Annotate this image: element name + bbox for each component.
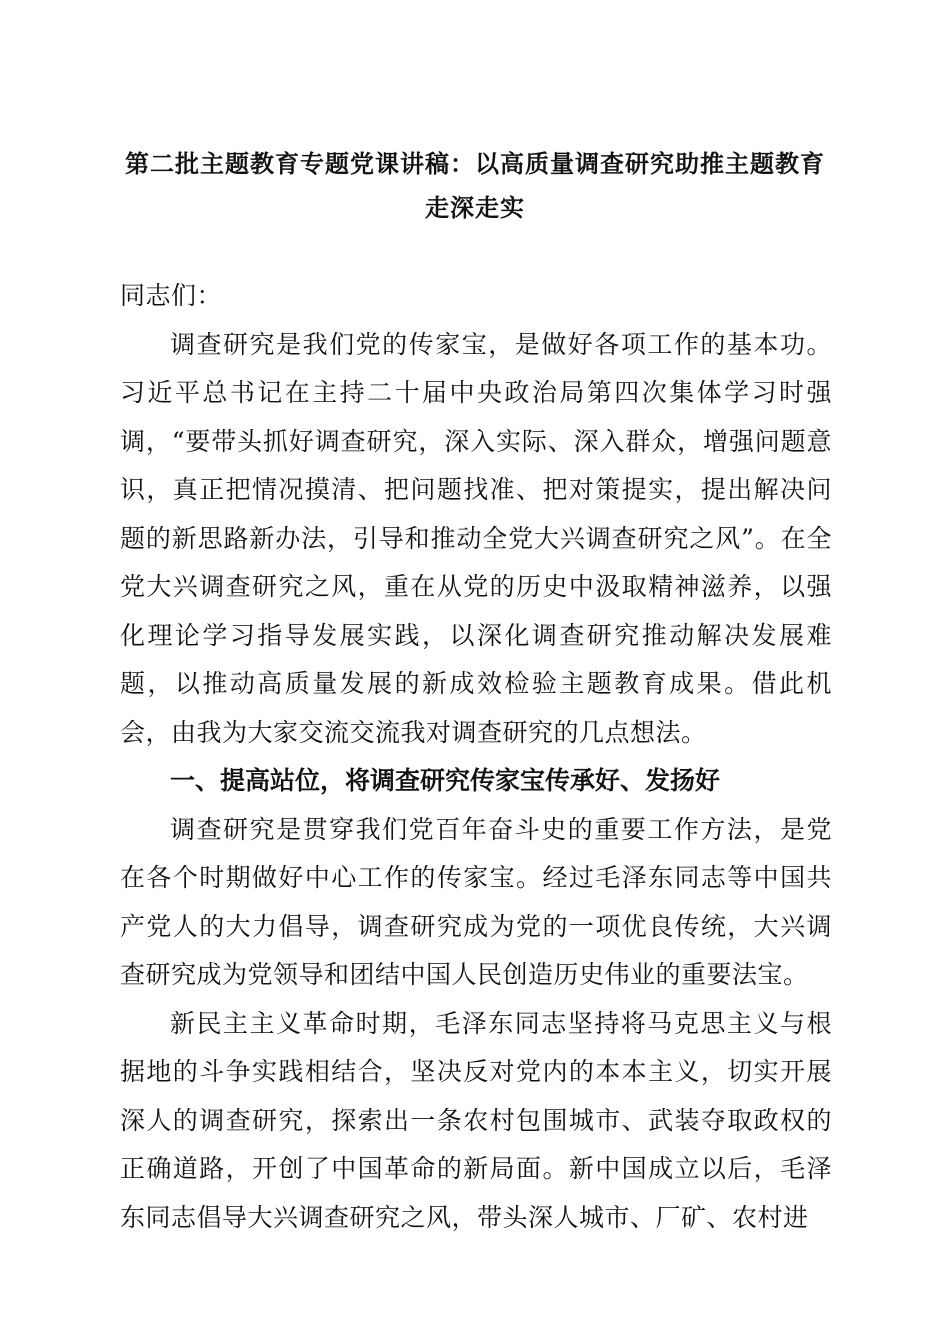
section-heading: 一、提高站位，将调查研究传家宝传承好、发扬好 [170,766,721,795]
document-title: 第二批主题教育专题党课讲稿：以高质量调查研究助推主题教育走深走实 [125,149,825,222]
section-paragraph-2: 新民主主义革命时期，毛泽东同志坚持将马克思主义与根据地的斗争实践相结合，坚决反对党内的本本主义，切实开展深人的调查研究，探索出一条农村包围城市、武装夺取政权的正确道路，开创了中国革命的新局面。新中国成立以后，毛泽东同志倡导大兴调查研究之风，带头深人城市、厂矿、农村进 [120,1008,832,1232]
document-body [120,272,832,1242]
section-paragraph-1: 调查研究是贯穿我们党百年奋斗史的重要工作方法，是党在各个时期做好中心工作的传家宝。经过毛泽东同志等中国共产党人的大力倡导，调查研究成为党的一项优良传统，大兴调查研究成为党领导和团结中国人民创造历史伟业的重要法宝。 [120,814,832,989]
salutation: 同志们： [120,281,223,310]
intro-paragraph: 调查研究是我们党的传家宝，是做好各项工作的基本功。习近平总书记在主持二十届中央政治局第四次集体学习时强调，“要带头抓好调查研究，深入实际、深入群众，增强问题意识，真正把情况摸清、把问题找准、把对策提实，提出解决问题的新思路新办法，引导和推动全党大兴调查研究之风”。在全党大兴调查研究之风，重在从党的历史中汲取精神滋养，以强化理论学习指导发展实践，以深化调查研究推动解决发展难题，以推动高质量发展的新成效检验主题教育成果。借此机会，由我为大家交流交流我对调查研究的几点想法。 [120,329,832,747]
